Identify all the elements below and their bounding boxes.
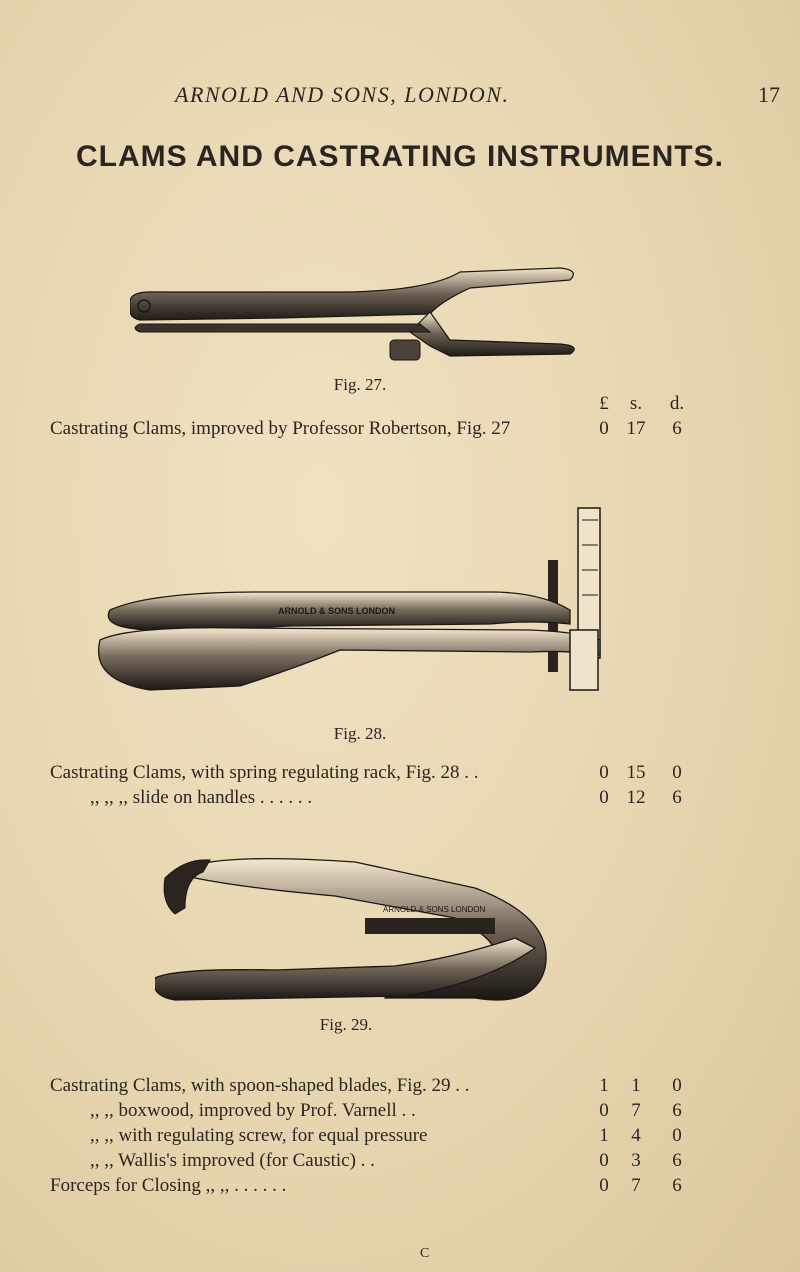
price-row: [0, 1075, 800, 1101]
price-row: [0, 1150, 800, 1176]
item-description: Forceps for Closing ,, ,, . . . . . .: [50, 1175, 287, 1196]
price-shillings: 15: [626, 762, 646, 783]
price-pence: 6: [672, 787, 682, 808]
price-row: [0, 787, 800, 813]
price-shillings: 12: [626, 787, 646, 808]
price-shillings: 4: [631, 1125, 641, 1146]
fig28-engraving-text: ARNOLD & SONS LONDON: [278, 606, 395, 616]
price-shillings: 1: [631, 1075, 641, 1096]
item-description: Castrating Clams, with spring regulating rack, Fig. 28 . .: [50, 762, 479, 783]
price-pounds: 1: [599, 1075, 609, 1096]
item-description: ,, ,, boxwood, improved by Prof. Varnell . .: [90, 1100, 416, 1121]
page-number: 17: [758, 82, 780, 107]
figure-27-illustration: [130, 262, 590, 372]
section-title: CLAMS AND CASTRATING INSTRUMENTS.: [76, 140, 724, 173]
currency-column-headings: [0, 393, 800, 419]
pence-heading: d.: [669, 393, 685, 414]
price-pounds: 0: [599, 787, 609, 808]
price-shillings: 7: [631, 1175, 641, 1196]
price-row: [0, 1125, 800, 1151]
price-pounds: 0: [599, 1175, 609, 1196]
fig29-engraving-text: ARNOLD & SONS LONDON: [383, 905, 486, 914]
price-pence: 6: [672, 1175, 682, 1196]
figure-28-illustration: [90, 500, 630, 720]
item-description: Castrating Clams, improved by Professor Robertson, Fig. 27: [50, 418, 511, 439]
price-row: [0, 762, 800, 788]
price-pence: 6: [672, 1100, 682, 1121]
price-pence: 0: [672, 762, 682, 783]
price-shillings: 3: [631, 1150, 641, 1171]
price-pounds: 1: [599, 1125, 609, 1146]
price-shillings: 17: [626, 418, 646, 439]
price-pounds: 0: [599, 1100, 609, 1121]
shillings-heading: s.: [629, 393, 643, 414]
castrating-clam-fig28-drawing: [90, 500, 630, 720]
running-head: [0, 82, 800, 112]
price-pounds: 0: [599, 1150, 609, 1171]
price-pence: 0: [672, 1125, 682, 1146]
figure-29-illustration: [155, 848, 575, 1018]
price-pence: 6: [672, 418, 682, 439]
item-description: ,, ,, Wallis's improved (for Caustic) . .: [90, 1150, 375, 1171]
castrating-clam-fig27-drawing: [130, 262, 590, 372]
price-shillings: 7: [631, 1100, 641, 1121]
price-row: [0, 1175, 800, 1201]
signature-mark: C: [420, 1246, 430, 1261]
figure-28-caption: Fig. 28.: [333, 724, 387, 743]
price-pence: 0: [672, 1075, 682, 1096]
price-pence: 6: [672, 1150, 682, 1171]
price-row: [0, 418, 800, 444]
pounds-heading: £: [599, 393, 609, 414]
price-pounds: 0: [599, 418, 609, 439]
price-row: [0, 1100, 800, 1126]
running-title: ARNOLD AND SONS, LONDON.: [175, 82, 510, 107]
price-pounds: 0: [599, 762, 609, 783]
item-description: Castrating Clams, with spoon-shaped blades, Fig. 29 . .: [50, 1075, 470, 1096]
item-description: ,, ,, ,, slide on handles . . . . . .: [90, 787, 313, 808]
fig27-engraving-text: ARNOLD & SONS LONDON: [170, 311, 273, 320]
castrating-clam-fig29-drawing: [155, 848, 575, 1018]
figure-29-caption: Fig. 29.: [319, 1015, 373, 1034]
item-description: ,, ,, with regulating screw, for equal pressure: [90, 1125, 428, 1146]
figure-27-caption: Fig. 27.: [333, 375, 387, 394]
